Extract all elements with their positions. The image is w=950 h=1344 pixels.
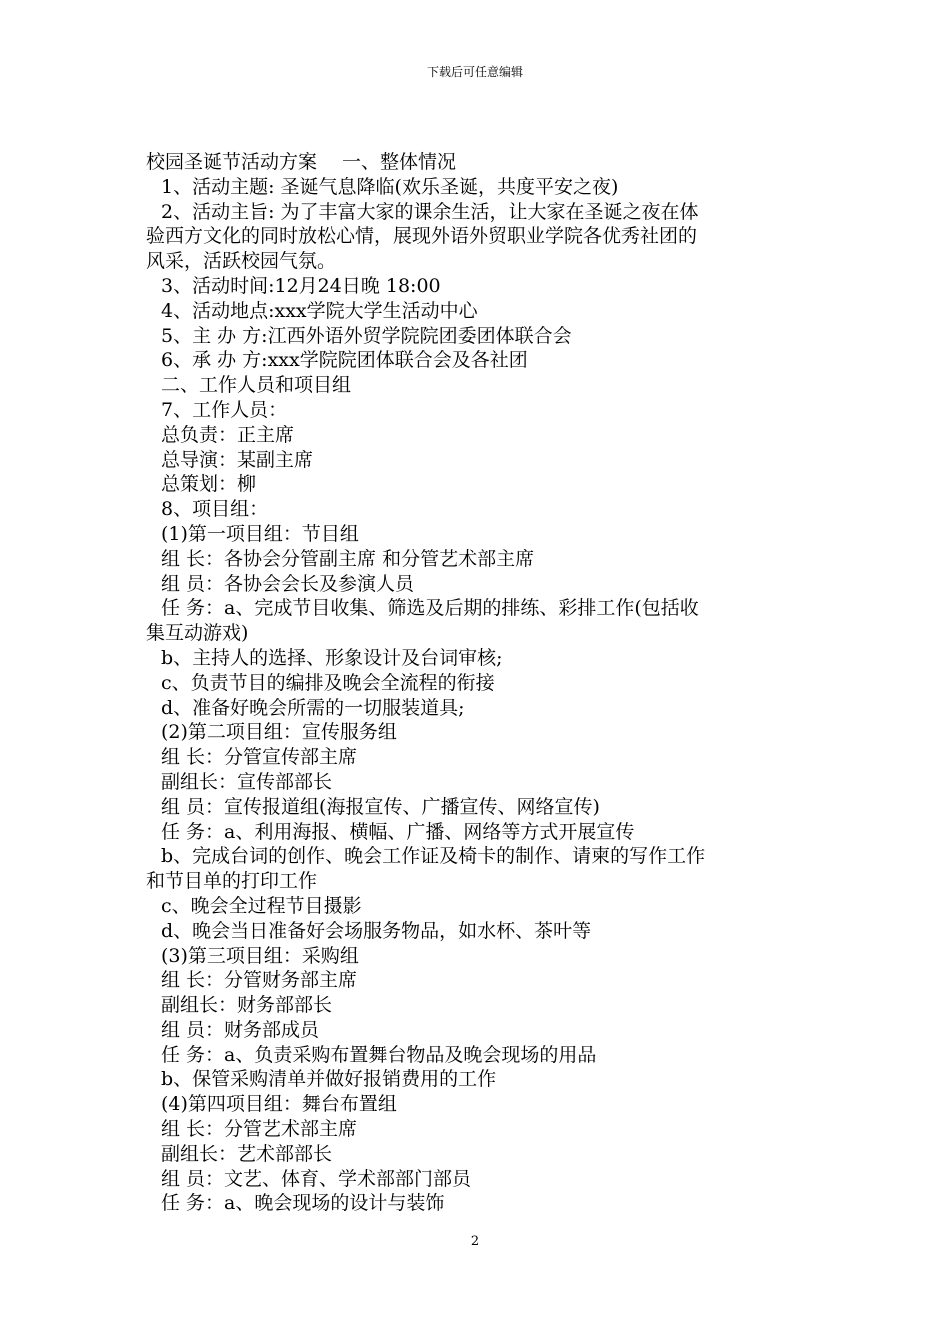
text-line: 二、工作人员和项目组 [161, 374, 352, 397]
text-line: 副组长：艺术部部长 [161, 1142, 333, 1165]
text-line: 任 务：a、负责采购布置舞台物品及晚会现场的用品 [161, 1043, 597, 1066]
text-line: 任 务：a、晚会现场的设计与装饰 [161, 1192, 445, 1215]
text-line: 验西方文化的同时放松心情，展现外语外贸职业学院各优秀社团的 [146, 225, 698, 248]
text-line: (4)第四项目组：舞台布置组 [161, 1093, 397, 1116]
text-line: d、准备好晚会所需的一切服装道具; [161, 696, 465, 719]
text-line: 组 长：分管财务部主席 [161, 969, 358, 992]
text-line: 2、活动主旨: 为了丰富大家的课余生活，让大家在圣诞之夜在体 [161, 200, 699, 223]
text-line: (3)第三项目组：采购组 [161, 944, 359, 967]
text-line: 4、活动地点:xxx学院大学生活动中心 [161, 299, 478, 322]
text-line: b、保管采购清单并做好报销费用的工作 [161, 1068, 497, 1091]
text-line: 风采，活跃校园气氛。 [146, 250, 337, 273]
text-line: 组 长：分管宣传部主席 [161, 746, 358, 769]
text-line: 组 员：文艺、体育、学术部部门部员 [161, 1167, 472, 1190]
text-line: 总负责：正主席 [161, 423, 295, 446]
page-number: 2 [470, 1234, 480, 1249]
text-line: 组 员：财务部成员 [161, 1018, 320, 1041]
text-line: 总策划：柳 [161, 473, 257, 496]
text-line: 副组长：财务部部长 [161, 994, 333, 1017]
text-line: c、负责节目的编排及晚会全流程的衔接 [161, 671, 495, 694]
text-line: d、晚会当日准备好会场服务物品，如水杯、茶叶等 [161, 919, 592, 942]
text-line: 组 长：分管艺术部主席 [161, 1118, 358, 1141]
text-line: 任 务：a、利用海报、横幅、广播、网络等方式开展宣传 [161, 820, 635, 843]
document-body [146, 150, 811, 1216]
text-line: 任 务：a、完成节目收集、筛选及后期的排练、彩排工作(包括收 [161, 597, 699, 620]
text-line: 总导演：某副主席 [161, 448, 314, 471]
text-line: 3、活动时间:12月24日晚 18:00 [161, 274, 441, 297]
text-line: 校园圣诞节活动方案 一、整体情况 [146, 151, 457, 173]
text-line: 8、项目组： [161, 498, 269, 521]
text-line: 副组长：宣传部部长 [161, 770, 333, 793]
text-line: 组 员：宣传报道组(海报宣传、广播宣传、网络宣传) [161, 795, 600, 818]
text-line: 7、工作人员： [161, 398, 288, 421]
text-line: 1、活动主题: 圣诞气息降临(欢乐圣诞，共度平安之夜) [161, 175, 619, 198]
page-header: 下载后可任意编辑 [426, 65, 523, 79]
text-line: (1)第一项目组：节目组 [161, 522, 359, 545]
text-line: b、完成台词的创作、晚会工作证及椅卡的制作、请柬的写作工作 [161, 845, 706, 868]
text-line: 组 长：各协会分管副主席 和分管艺术部主席 [161, 547, 535, 570]
text-line: (2)第二项目组：宣传服务组 [161, 721, 397, 744]
text-line: c、晚会全过程节目摄影 [161, 894, 362, 917]
text-line: b、主持人的选择、形象设计及台词审核; [161, 646, 503, 669]
text-line: 5、主 办 方:江西外语外贸学院院团委团体联合会 [161, 324, 572, 347]
text-line: 集互动游戏) [146, 622, 249, 645]
text-line: 6、承 办 方:xxx学院院团体联合会及各社团 [161, 349, 528, 372]
text-line: 组 员：各协会会长及参演人员 [161, 572, 415, 595]
text-line: 和节目单的打印工作 [146, 870, 318, 893]
